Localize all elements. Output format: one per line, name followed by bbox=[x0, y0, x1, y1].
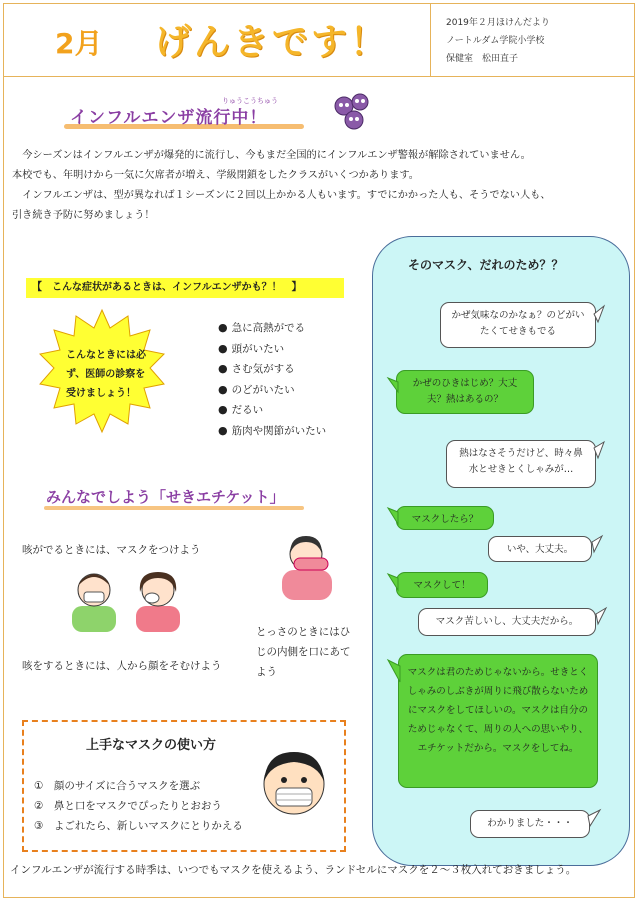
list-item: ● のどがいたい bbox=[218, 380, 326, 401]
flu-title-ruby: りゅうこうちゅう bbox=[222, 97, 278, 105]
speech-bubble-green: マスクして！ bbox=[396, 572, 488, 598]
speech-bubble-green: マスクしたら？ bbox=[396, 506, 494, 530]
etiquette-title: みんなでしよう「せきエチケット」 bbox=[46, 488, 285, 506]
symptom-list bbox=[218, 318, 326, 442]
speech-bubble: いや、大丈夫。 bbox=[488, 536, 592, 562]
speech-bubble-green: かぜのひきはじめ？大丈夫？熱はあるの？ bbox=[396, 370, 534, 414]
intro-paragraph: 今シーズンはインフルエンザが爆発的に流行し、今もまだ全国的にインフルエンザ警報が解除されていません。 bbox=[22, 150, 531, 161]
cough-advice: 咳をするときには、人から顔をそむけよう bbox=[22, 660, 222, 672]
list-item: ③ よごれたら、新しいマスクにとりかえる bbox=[34, 820, 243, 832]
intro-paragraph: インフルエンザは、型が異なれば１シーズンに２回以上かかる人もいます。すでにかかった人も、そうでない人も、 bbox=[12, 190, 551, 201]
speech-bubble: 熱はなさそうだけど、時々鼻水とせきとくしゃみが… bbox=[446, 440, 596, 488]
header-vertical-divider bbox=[430, 4, 431, 76]
flu-intro bbox=[12, 146, 624, 226]
intro-paragraph: 引き続き予防に努めましょう！ bbox=[12, 210, 155, 221]
newsletter-title: げんきです！ bbox=[155, 22, 390, 63]
list-item: ● 頭がいたい bbox=[218, 339, 326, 360]
symptoms-heading: 【 こんな症状があるときは、インフルエンザかも？！ 】 bbox=[26, 278, 344, 298]
list-item: ② 鼻と口をマスクでぴったりとおおう bbox=[34, 800, 222, 812]
list-item: ● 筋肉や関節がいたい bbox=[218, 421, 326, 442]
flu-title: インフルエンザ流行中！ bbox=[70, 108, 268, 128]
list-item: ● 急に高熱がでる bbox=[218, 318, 326, 339]
elbow-cough-illustration bbox=[272, 530, 342, 604]
list-item: ● さむ気がする bbox=[218, 359, 326, 380]
elbow-advice: とっさのときにはひじの内側を口にあてよう bbox=[256, 626, 351, 678]
doctor-advice: こんなときには必ず、医師の診察を受けましょう！ bbox=[66, 350, 146, 399]
list-item: ● だるい bbox=[218, 400, 326, 421]
header-meta bbox=[446, 14, 550, 68]
masked-boy-icon bbox=[254, 742, 334, 822]
issue-month: 2月 bbox=[55, 27, 103, 60]
speech-bubble: わかりました・・・ bbox=[470, 810, 590, 838]
school-name: ノートルダム学院小学校 bbox=[446, 36, 545, 46]
mask-step-list bbox=[34, 776, 243, 836]
author-name: 保健室 松田直子 bbox=[446, 54, 519, 64]
bubble-tails bbox=[380, 236, 630, 856]
speech-bubble: マスク苦しいし、大丈夫だから。 bbox=[418, 608, 596, 636]
intro-paragraph: 本校でも、年明けから一気に欠席者が増え、学級閉鎖をしたクラスがいくつかあります。 bbox=[12, 170, 419, 181]
virus-icon bbox=[330, 92, 380, 136]
kids-illustration bbox=[66, 566, 196, 632]
speech-bubble-green: マスクは君のためじゃないから。せきとくしゃみのしぶきが周りに飛び散らないためにマスクをしてほしいの。マスクは自分のためじゃなくて、周りの人への思いやり、エチケットだから。マスクをしてね。 bbox=[398, 654, 598, 788]
mask-guide-title: 上手なマスクの使い方 bbox=[86, 738, 217, 753]
dialogue-title: そのマスク、だれのため？？ bbox=[408, 258, 564, 272]
speech-bubble: かぜ気味なのかなぁ？のどがいたくてせきもでる bbox=[440, 302, 596, 348]
header-divider bbox=[4, 76, 634, 77]
footer-advice: インフルエンザが流行する時季は、いつでもマスクを使えるよう、ランドセルにマスクを２～３枚入れておきましょう。 bbox=[10, 864, 577, 876]
newsletter-name: 2019年２月ほけんだより bbox=[446, 18, 550, 28]
mask-advice: 咳がでるときには、マスクをつけよう bbox=[22, 544, 201, 556]
list-item: ① 顔のサイズに合うマスクを選ぶ bbox=[34, 780, 201, 792]
